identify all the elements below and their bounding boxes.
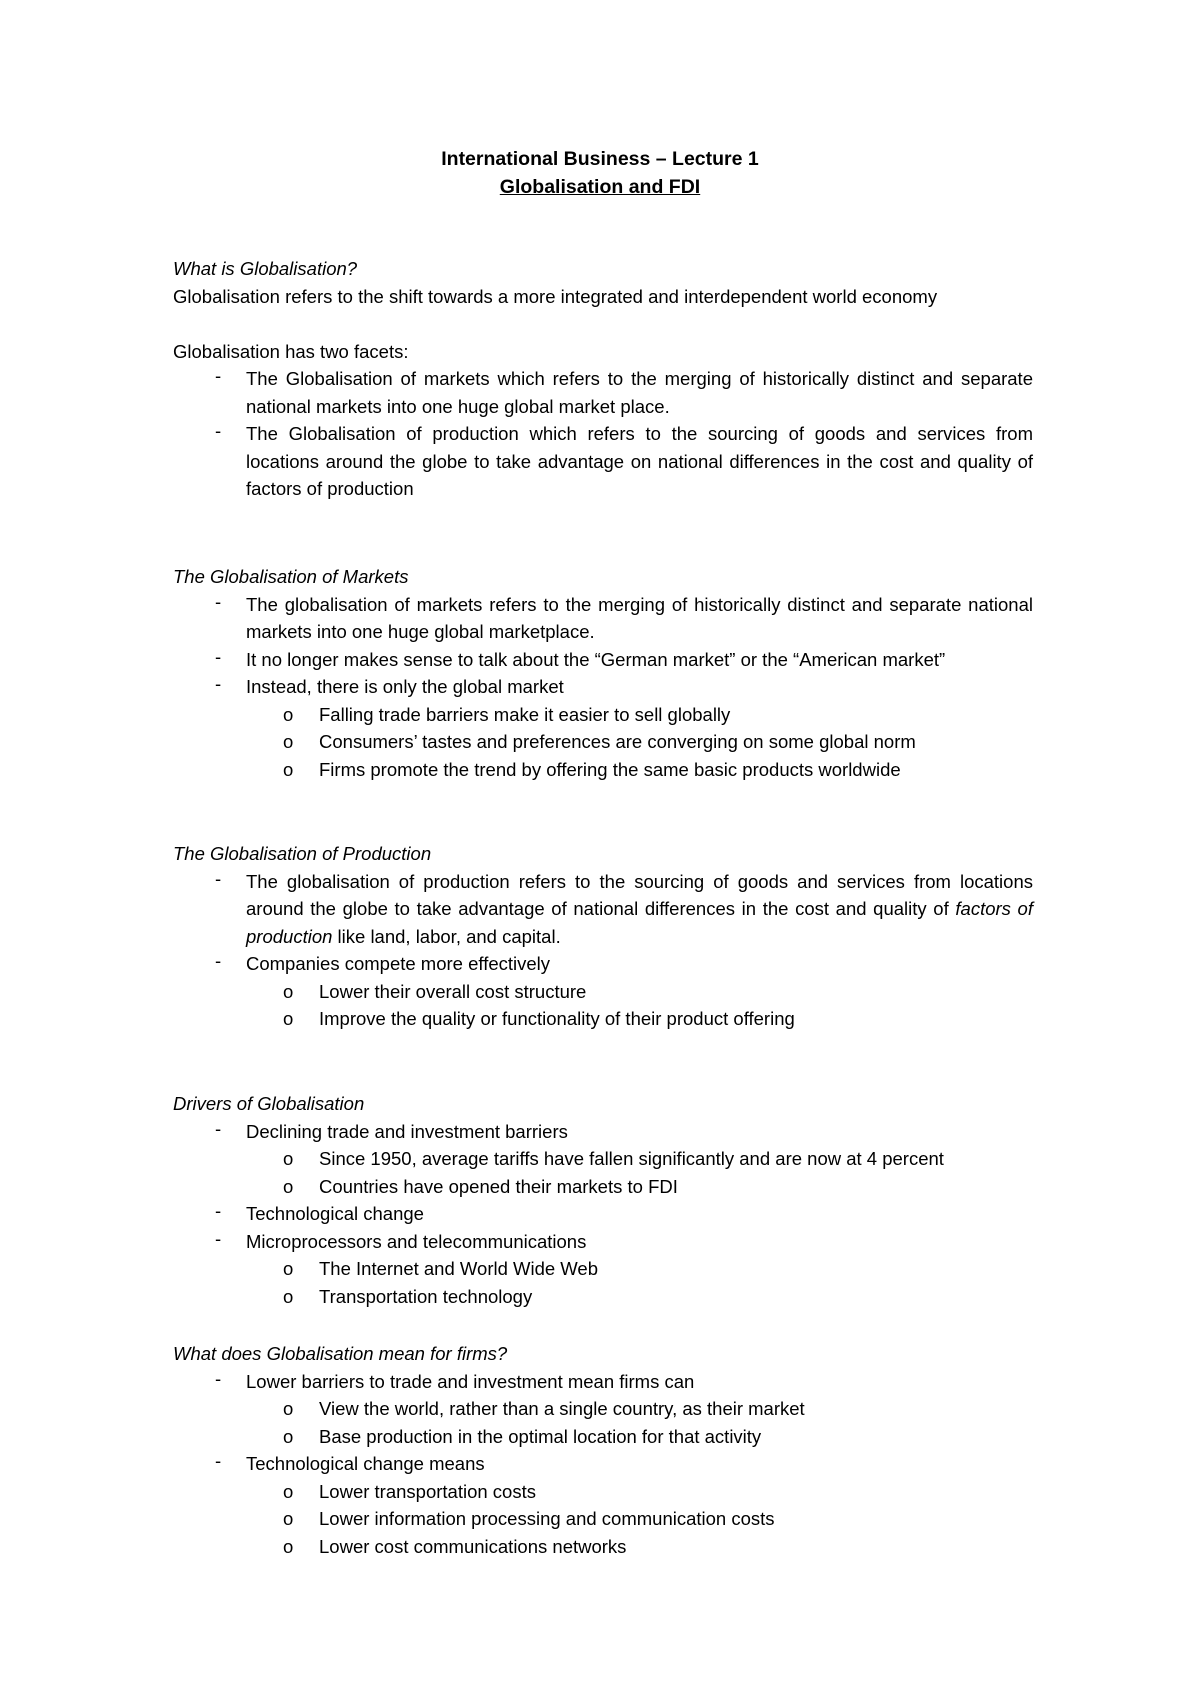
section-heading: Drivers of Globalisation xyxy=(173,1093,365,1114)
sub-list-item xyxy=(173,1478,1033,1506)
sub-list-item xyxy=(173,1255,1033,1283)
list-item xyxy=(173,1228,1033,1256)
sub-list-item-text: Improve the quality or functionality of their product offering xyxy=(319,1008,795,1029)
sub-list-item-text: Firms promote the trend by offering the same basic products worldwide xyxy=(319,758,901,780)
dash-bullet: - xyxy=(215,1367,222,1389)
list-item xyxy=(173,591,1033,646)
list-item-text: Declining trade and investment barriers xyxy=(246,1120,568,1142)
section-what-is-globalisation xyxy=(173,255,1033,503)
sub-list-item xyxy=(173,701,1033,729)
circle-bullet: o xyxy=(283,1008,294,1029)
section-heading: What is Globalisation? xyxy=(173,258,358,279)
sub-list-item xyxy=(173,1005,1033,1033)
circle-bullet: o xyxy=(283,1398,294,1419)
sub-list-item-text: Base production in the optimal location for that activity xyxy=(319,1425,762,1447)
circle-bullet: o xyxy=(283,731,294,752)
circle-bullet: o xyxy=(283,1175,294,1197)
section-globalisation-of-markets xyxy=(173,563,1033,783)
circle-bullet: o xyxy=(283,1425,294,1447)
sub-list-item-text: Transportation technology xyxy=(319,1285,533,1307)
list-item-text: The Globalisation of production which refers to the sourcing of goods and services from locations around the globe to take advantage on national differences in the cost and quality of factors of production xyxy=(246,423,1033,499)
sub-list-item-text: Lower transportation costs xyxy=(319,1480,536,1502)
list-item-text: It no longer makes sense to talk about the “German market” or the “American market” xyxy=(246,648,946,670)
facets-intro: Globalisation has two facets: xyxy=(173,340,409,362)
dash-bullet: - xyxy=(215,950,222,971)
circle-bullet: o xyxy=(283,1258,294,1279)
text-run: The globalisation of production refers to the sourcing of goods and services from locations around the globe to take advantage of national differences in the cost and quality of xyxy=(246,870,1033,919)
dash-bullet: - xyxy=(215,365,222,386)
dash-bullet: - xyxy=(215,1200,222,1221)
circle-bullet: o xyxy=(283,1148,294,1169)
list-item-text: Companies compete more effectively xyxy=(246,953,551,974)
sub-list-item-text: The Internet and World Wide Web xyxy=(319,1258,599,1279)
sub-list-item xyxy=(173,1423,1033,1451)
list-item xyxy=(173,420,1033,503)
list-item xyxy=(173,646,1033,674)
dash-bullet: - xyxy=(215,420,222,441)
list-item xyxy=(173,673,1033,701)
circle-bullet: o xyxy=(283,703,294,725)
list-item-text: Technological change means xyxy=(246,1453,485,1474)
dash-bullet: - xyxy=(215,673,222,694)
list-item xyxy=(173,950,1033,978)
list-item xyxy=(173,1118,1033,1146)
dash-bullet: - xyxy=(215,1450,222,1471)
circle-bullet: o xyxy=(283,1480,294,1502)
sub-list-item xyxy=(173,1505,1033,1533)
section-heading: The Globalisation of Production xyxy=(173,843,432,864)
text-run: like land, labor, and capital. xyxy=(332,925,561,947)
circle-bullet: o xyxy=(283,758,294,780)
sub-list-item xyxy=(173,1145,1033,1173)
list-item-text: Technological change xyxy=(246,1203,424,1224)
document-title: International Business – Lecture 1 xyxy=(441,148,759,170)
list-item xyxy=(173,1368,1033,1396)
sub-list-item xyxy=(173,756,1033,784)
emphasis-text: factors of production xyxy=(246,898,1033,947)
list-item-text: Instead, there is only the global market xyxy=(246,676,564,697)
section-heading: What does Globalisation mean for firms? xyxy=(173,1343,508,1364)
sub-list-item xyxy=(173,1173,1033,1201)
definition-text: Globalisation refers to the shift towards a more integrated and interdependent world economy xyxy=(173,285,938,307)
sub-list-item-text: Lower cost communications networks xyxy=(319,1535,627,1557)
sub-list-item-text: Lower information processing and communication costs xyxy=(319,1508,775,1529)
section-heading: The Globalisation of Markets xyxy=(173,566,409,587)
list-item xyxy=(173,365,1033,420)
list-item xyxy=(173,1200,1033,1228)
sub-list-item-text: Since 1950, average tariffs have fallen significantly and are now at 4 percent xyxy=(319,1148,944,1169)
circle-bullet: o xyxy=(283,1285,294,1307)
document-subtitle: Globalisation and FDI xyxy=(499,176,701,198)
sub-list-item xyxy=(173,1533,1033,1561)
sub-list-item xyxy=(173,1283,1033,1311)
circle-bullet: o xyxy=(283,980,294,1002)
list-item-text xyxy=(246,868,1033,951)
section-what-globalisation-means-for-firms xyxy=(173,1340,1033,1560)
sub-list-item-text: Consumers’ tastes and preferences are converging on some global norm xyxy=(319,731,916,752)
sub-list-item-text: Countries have opened their markets to FDI xyxy=(319,1175,678,1197)
list-item-text: The Globalisation of markets which refers to the merging of historically distinct and separate national markets into one huge global market place. xyxy=(246,368,1033,417)
sub-list-item-text: Lower their overall cost structure xyxy=(319,980,587,1002)
list-item xyxy=(173,1450,1033,1478)
dash-bullet: - xyxy=(215,645,222,667)
list-item xyxy=(173,868,1033,951)
title-block xyxy=(0,145,1200,201)
sub-list-item-text: View the world, rather than a single country, as their market xyxy=(319,1398,805,1419)
list-item-text: Microprocessors and telecommunications xyxy=(246,1230,587,1252)
sub-list-item xyxy=(173,1395,1033,1423)
circle-bullet: o xyxy=(283,1508,294,1529)
sub-list-item-text: Falling trade barriers make it easier to sell globally xyxy=(319,703,731,725)
dash-bullet: - xyxy=(215,1227,222,1249)
sub-list-item xyxy=(173,728,1033,756)
sub-list-item xyxy=(173,978,1033,1006)
list-item-text: Lower barriers to trade and investment mean firms can xyxy=(246,1370,695,1392)
dash-bullet: - xyxy=(215,1117,222,1139)
list-item-text: The globalisation of markets refers to the merging of historically distinct and separate national markets into one huge global marketplace. xyxy=(246,593,1033,642)
section-drivers-of-globalisation xyxy=(173,1090,1033,1310)
section-globalisation-of-production xyxy=(173,840,1033,1033)
circle-bullet: o xyxy=(283,1535,294,1557)
dash-bullet: - xyxy=(215,867,222,889)
dash-bullet: - xyxy=(215,590,222,612)
